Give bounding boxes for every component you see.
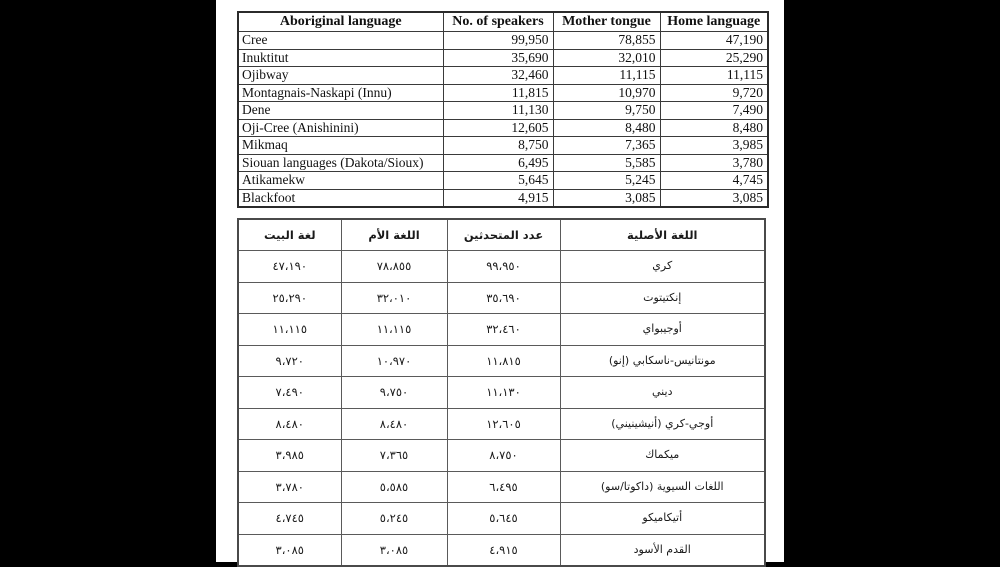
cell-speakers: 32,460 [443,67,553,85]
arabic-cell-language: ميكماك [560,440,765,472]
arabic-cell-home-language: ٨،٤٨٠ [238,408,341,440]
cell-language: Montagnais-Naskapi (Innu) [238,84,443,102]
cell-speakers: 6,495 [443,154,553,172]
arabic-table-body [238,251,765,567]
cell-mother-tongue: 5,245 [553,172,660,190]
table-row [238,67,768,85]
arabic-table-container [237,218,764,567]
english-table-head [238,12,768,32]
cell-speakers: 35,690 [443,49,553,67]
table-row [238,471,765,503]
arabic-cell-language: إنكتيتوت [560,282,765,314]
table-row [238,119,768,137]
cell-home-language: 8,480 [660,119,768,137]
cell-speakers: 5,645 [443,172,553,190]
cell-mother-tongue: 11,115 [553,67,660,85]
column-header-aboriginal-language: Aboriginal language [238,12,443,32]
table-row [238,345,765,377]
cell-language: Ojibway [238,67,443,85]
arabic-header-row [238,219,765,251]
arabic-cell-home-language: ٣،٩٨٥ [238,440,341,472]
arabic-cell-mother-tongue: ٣،٠٨٥ [341,534,447,566]
table-row [238,503,765,535]
arabic-column-header-home-language: لغة البيت [238,219,341,251]
arabic-cell-language: ديني [560,377,765,409]
arabic-cell-speakers: ٥،٦٤٥ [447,503,560,535]
cell-home-language: 11,115 [660,67,768,85]
cell-mother-tongue: 8,480 [553,119,660,137]
cell-mother-tongue: 3,085 [553,189,660,207]
cell-home-language: 3,985 [660,137,768,155]
cell-mother-tongue: 7,365 [553,137,660,155]
english-table-container [237,11,767,208]
arabic-cell-speakers: ٦،٤٩٥ [447,471,560,503]
table-row [238,102,768,120]
cell-mother-tongue: 32,010 [553,49,660,67]
table-row [238,440,765,472]
cell-home-language: 9,720 [660,84,768,102]
arabic-cell-home-language: ١١،١١٥ [238,314,341,346]
cell-speakers: 12,605 [443,119,553,137]
arabic-cell-mother-tongue: ٧٨،٨٥٥ [341,251,447,283]
table-row [238,172,768,190]
arabic-cell-home-language: ٣،٧٨٠ [238,471,341,503]
arabic-cell-mother-tongue: ٩،٧٥٠ [341,377,447,409]
arabic-cell-language: اللغات السيوية (داكوتا/سو) [560,471,765,503]
cell-speakers: 4,915 [443,189,553,207]
arabic-cell-home-language: ٧،٤٩٠ [238,377,341,409]
arabic-cell-language: القدم الأسود [560,534,765,566]
arabic-cell-mother-tongue: ٥،٢٤٥ [341,503,447,535]
table-row [238,84,768,102]
cell-home-language: 3,780 [660,154,768,172]
table-row [238,154,768,172]
arabic-cell-speakers: ١١،١٣٠ [447,377,560,409]
table-row [238,282,765,314]
arabic-column-header-aboriginal-language: اللغة الأصلية [560,219,765,251]
arabic-cell-language: مونتانيس-ناسكابي (إنو) [560,345,765,377]
arabic-aboriginal-language-table [237,218,766,567]
table-row [238,408,765,440]
cell-language: Siouan languages (Dakota/Sioux) [238,154,443,172]
arabic-cell-speakers: ٨،٧٥٠ [447,440,560,472]
cell-home-language: 47,190 [660,32,768,50]
cell-language: Mikmaq [238,137,443,155]
cell-language: Inuktitut [238,49,443,67]
arabic-cell-home-language: ٤،٧٤٥ [238,503,341,535]
cell-speakers: 11,815 [443,84,553,102]
arabic-cell-home-language: ٢٥،٢٩٠ [238,282,341,314]
cell-language: Oji-Cree (Anishinini) [238,119,443,137]
arabic-cell-language: كري [560,251,765,283]
arabic-cell-speakers: ١١،٨١٥ [447,345,560,377]
table-row [238,32,768,50]
cell-speakers: 8,750 [443,137,553,155]
arabic-cell-mother-tongue: ٥،٥٨٥ [341,471,447,503]
arabic-cell-language: أوجي-كري (أنيشينيني) [560,408,765,440]
column-header-mother-tongue: Mother tongue [553,12,660,32]
arabic-column-header-mother-tongue: اللغة الأم [341,219,447,251]
table-row [238,377,765,409]
english-table-body [238,32,768,208]
cell-mother-tongue: 10,970 [553,84,660,102]
table-row [238,49,768,67]
table-row [238,251,765,283]
arabic-cell-mother-tongue: ٣٢،٠١٠ [341,282,447,314]
cell-home-language: 3,085 [660,189,768,207]
arabic-cell-language: أتيكاميكو [560,503,765,535]
cell-mother-tongue: 5,585 [553,154,660,172]
arabic-cell-mother-tongue: ١١،١١٥ [341,314,447,346]
english-header-row [238,12,768,32]
cell-language: Dene [238,102,443,120]
cell-home-language: 25,290 [660,49,768,67]
table-row [238,189,768,207]
arabic-column-header-no-of-speakers: عدد المتحدثين [447,219,560,251]
column-header-no-of-speakers: No. of speakers [443,12,553,32]
arabic-cell-speakers: ٣٥،٦٩٠ [447,282,560,314]
table-row [238,534,765,566]
arabic-cell-home-language: ٩،٧٢٠ [238,345,341,377]
cell-speakers: 99,950 [443,32,553,50]
arabic-cell-speakers: ٩٩،٩٥٠ [447,251,560,283]
table-row [238,314,765,346]
document-paper [216,0,784,562]
column-header-home-language: Home language [660,12,768,32]
arabic-cell-home-language: ٤٧،١٩٠ [238,251,341,283]
cell-home-language: 7,490 [660,102,768,120]
cell-speakers: 11,130 [443,102,553,120]
english-aboriginal-language-table [237,11,769,208]
arabic-cell-home-language: ٣،٠٨٥ [238,534,341,566]
arabic-cell-speakers: ١٢،٦٠٥ [447,408,560,440]
arabic-table-head [238,219,765,251]
cell-mother-tongue: 78,855 [553,32,660,50]
cell-mother-tongue: 9,750 [553,102,660,120]
arabic-cell-speakers: ٣٢،٤٦٠ [447,314,560,346]
arabic-cell-mother-tongue: ١٠،٩٧٠ [341,345,447,377]
cell-language: Cree [238,32,443,50]
table-row [238,137,768,155]
cell-language: Blackfoot [238,189,443,207]
arabic-cell-mother-tongue: ٧،٣٦٥ [341,440,447,472]
arabic-cell-speakers: ٤،٩١٥ [447,534,560,566]
arabic-cell-mother-tongue: ٨،٤٨٠ [341,408,447,440]
cell-language: Atikamekw [238,172,443,190]
cell-home-language: 4,745 [660,172,768,190]
arabic-cell-language: أوجيبواي [560,314,765,346]
